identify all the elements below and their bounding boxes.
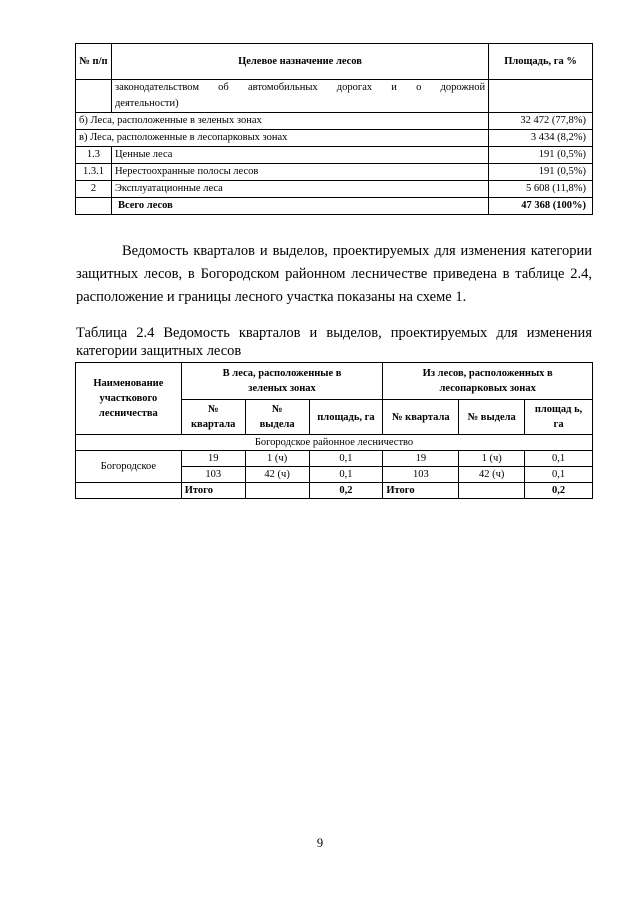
row-purpose: в) Леса, расположенные в лесопарковых зонах [76,130,489,147]
cell-kv: 19 [181,451,245,467]
district-name: Богородское [76,451,182,483]
row-num: 2 [76,181,112,198]
cell-area: 0,1 [525,451,593,467]
row-num: 1.3 [76,147,112,164]
continued-text-cell [111,80,488,113]
table-header-row [76,363,593,400]
header-area: Площадь, га % [489,44,593,80]
total-area: 0,2 [525,483,593,499]
header-purpose: Целевое назначение лесов [111,44,488,80]
row-purpose: Эксплуатационные леса [111,181,488,198]
header-group-green: В леса, расположенные в зеленых зонах [181,363,383,400]
table-total-row [76,198,593,215]
cell-vyd: 42 (ч) [459,467,525,483]
header-num: № п/п [76,44,112,80]
table-row [76,147,593,164]
forest-purpose-table [75,43,593,215]
table-row [76,113,593,130]
paragraph-line: расположение и границы лесного участка показаны на схеме 1. [76,289,467,305]
cell-kv: 103 [383,467,459,483]
row-area: 191 (0,5%) [489,164,593,181]
table-caption [76,324,592,360]
table-row [76,181,593,198]
header-vyd: № выдела [245,400,309,435]
table-row [76,164,593,181]
page-number: 9 [316,836,324,850]
table-total-row [76,483,593,499]
cell-area: 0,1 [525,467,593,483]
paragraph-line: защитных лесов, в Богородском районном лесничестве приведена в таблице 2.4, [76,266,592,282]
header-area: площад ь, га [525,400,593,435]
continued-line: деятельности) [114,98,179,109]
cell-vyd: 1 (ч) [459,451,525,467]
section-row [76,435,593,451]
row-area: 32 472 (77,8%) [489,113,593,130]
total-area: 47 368 (100%) [489,198,593,215]
quarters-table [75,362,593,499]
caption-line: Таблица 2.4 Ведомость кварталов и выделов, проектируемых для изменения [76,325,592,341]
row-area: 191 (0,5%) [489,147,593,164]
section-title: Богородское районное лесничество [76,435,593,451]
cell-vyd: 42 (ч) [245,467,309,483]
table-header-row [76,44,593,80]
row-area: 5 608 (11,8%) [489,181,593,198]
row-purpose: б) Леса, расположенные в зеленых зонах [76,113,489,130]
caption-line: категории защитных лесов [76,343,242,359]
row-purpose: Ценные леса [111,147,488,164]
body-paragraph [76,240,592,309]
header-vyd: № выдела [459,400,525,435]
row-num: 1.3.1 [76,164,112,181]
header-area: площадь, га [309,400,383,435]
total-label: Итого [383,483,459,499]
total-label: Итого [181,483,245,499]
header-kv: № квартала [383,400,459,435]
total-area: 0,2 [309,483,383,499]
header-name: Наименование участкового лесничества [76,363,182,435]
cell-kv: 103 [181,467,245,483]
table-row [76,130,593,147]
header-group-park: Из лесов, расположенных в лесопарковых зонах [383,363,593,400]
cell-vyd: 1 (ч) [245,451,309,467]
total-label: Всего лесов [111,198,488,215]
continued-line: законодательством об автомобильных дорогах и о дорожной [114,82,486,93]
header-kv: № квартала [181,400,245,435]
row-purpose: Нерестоохранные полосы лесов [111,164,488,181]
cell-area: 0,1 [309,451,383,467]
table-row [76,451,593,467]
cell-kv: 19 [383,451,459,467]
paragraph-line: Ведомость кварталов и выделов, проектируемых для изменения категории [122,243,592,259]
cell-area: 0,1 [309,467,383,483]
table-row [76,80,593,113]
row-area: 3 434 (8,2%) [489,130,593,147]
